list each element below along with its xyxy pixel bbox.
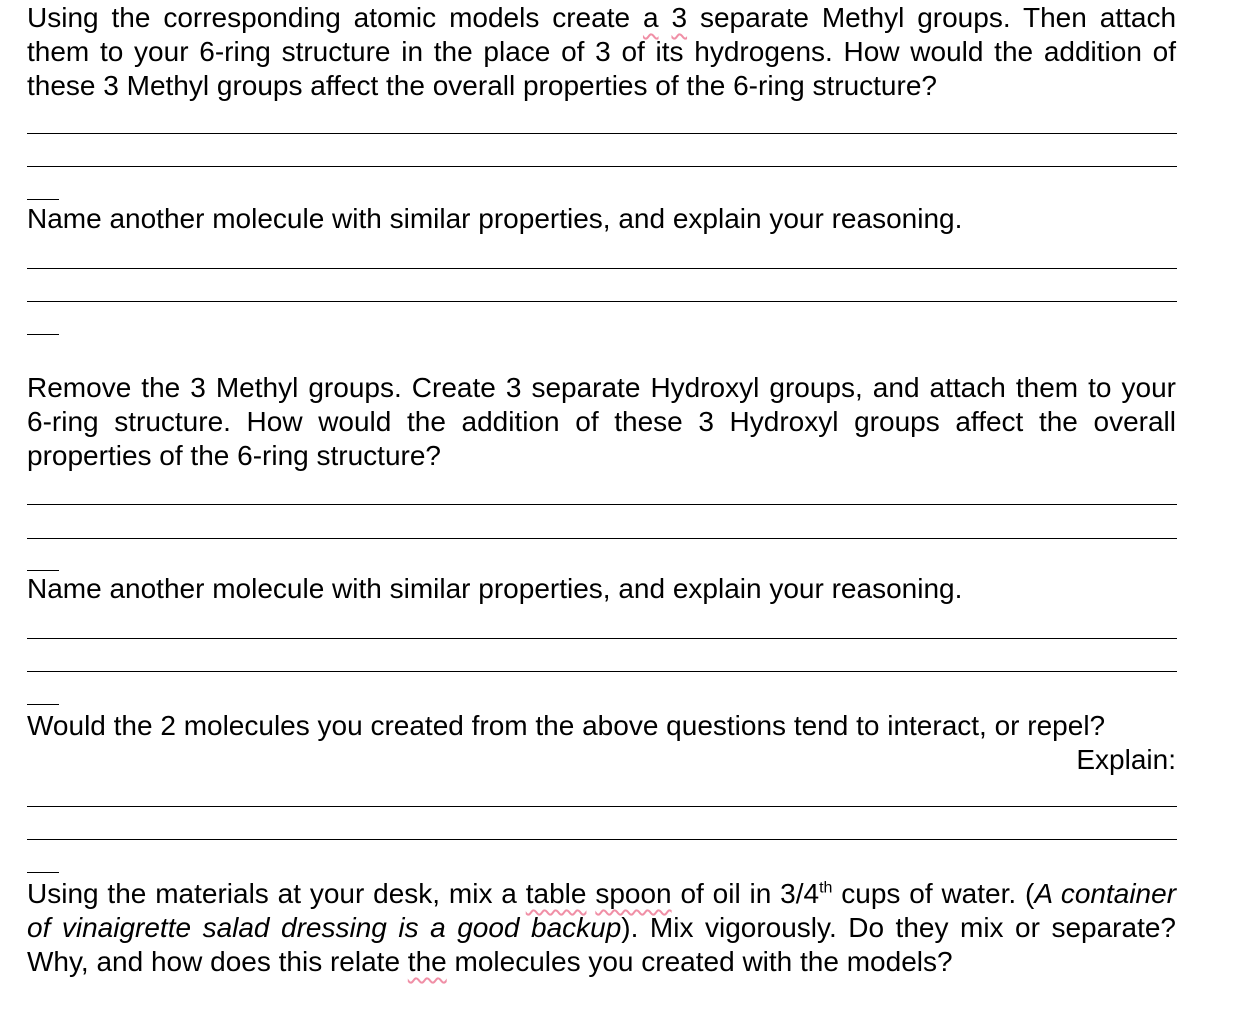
italic-note: A container of vinaigrette salad dressing is a good backup — [27, 878, 1177, 943]
answer-line[interactable] — [27, 671, 1177, 672]
spellcheck-word: the — [407, 946, 447, 977]
spellcheck-word: 3 — [671, 2, 688, 33]
answer-line[interactable] — [27, 504, 1177, 505]
answer-line-stub — [27, 570, 59, 571]
spellcheck-word: table — [525, 878, 587, 909]
answer-line[interactable] — [27, 839, 1177, 840]
answer-line[interactable] — [27, 166, 1177, 167]
answer-line-stub — [27, 704, 59, 705]
question-methyl-groups: Using the corresponding atomic models create a 3 separate Methyl groups. Then attach them to your 6-ring structure in the place of 3 of its hydrogens. How would the addition of these 3 Methyl groups affect the overall properties of the 6-ring structure? — [27, 1, 1176, 103]
question-oil-and-water: Using the materials at your desk, mix a table spoon of oil in 3/4th cups of water. (A container of vinaigrette salad dressing is a good backup). Mix vigorously. Do they mix or separate? Why, and how does this relate the molecules you created with the models? — [27, 877, 1176, 979]
answer-line[interactable] — [27, 133, 1177, 134]
spellcheck-word: spoon — [595, 878, 672, 909]
explain-label: Explain: — [1076, 744, 1176, 775]
answer-line-stub — [27, 872, 59, 873]
answer-line[interactable] — [27, 638, 1177, 639]
question-similar-molecule-2: Name another molecule with similar properties, and explain your reasoning. — [27, 573, 963, 604]
question-similar-molecule-1: Name another molecule with similar properties, and explain your reasoning. — [27, 203, 963, 234]
answer-line[interactable] — [27, 268, 1177, 269]
superscript: th — [819, 879, 833, 897]
question-interact-or-repel: Would the 2 molecules you created from the above questions tend to interact, or repel? Explain: — [27, 710, 1176, 775]
question-hydroxyl-groups: Remove the 3 Methyl groups. Create 3 separate Hydroxyl groups, and attach them to your 6-ring structure. How would the addition of these 3 Hydroxyl groups affect the overall properties of the 6-ring structure? — [27, 371, 1176, 473]
answer-line[interactable] — [27, 301, 1177, 302]
spellcheck-word: a — [642, 2, 659, 33]
answer-line-stub — [27, 199, 59, 200]
answer-line[interactable] — [27, 538, 1177, 539]
answer-line-stub — [27, 334, 59, 335]
answer-line[interactable] — [27, 806, 1177, 807]
